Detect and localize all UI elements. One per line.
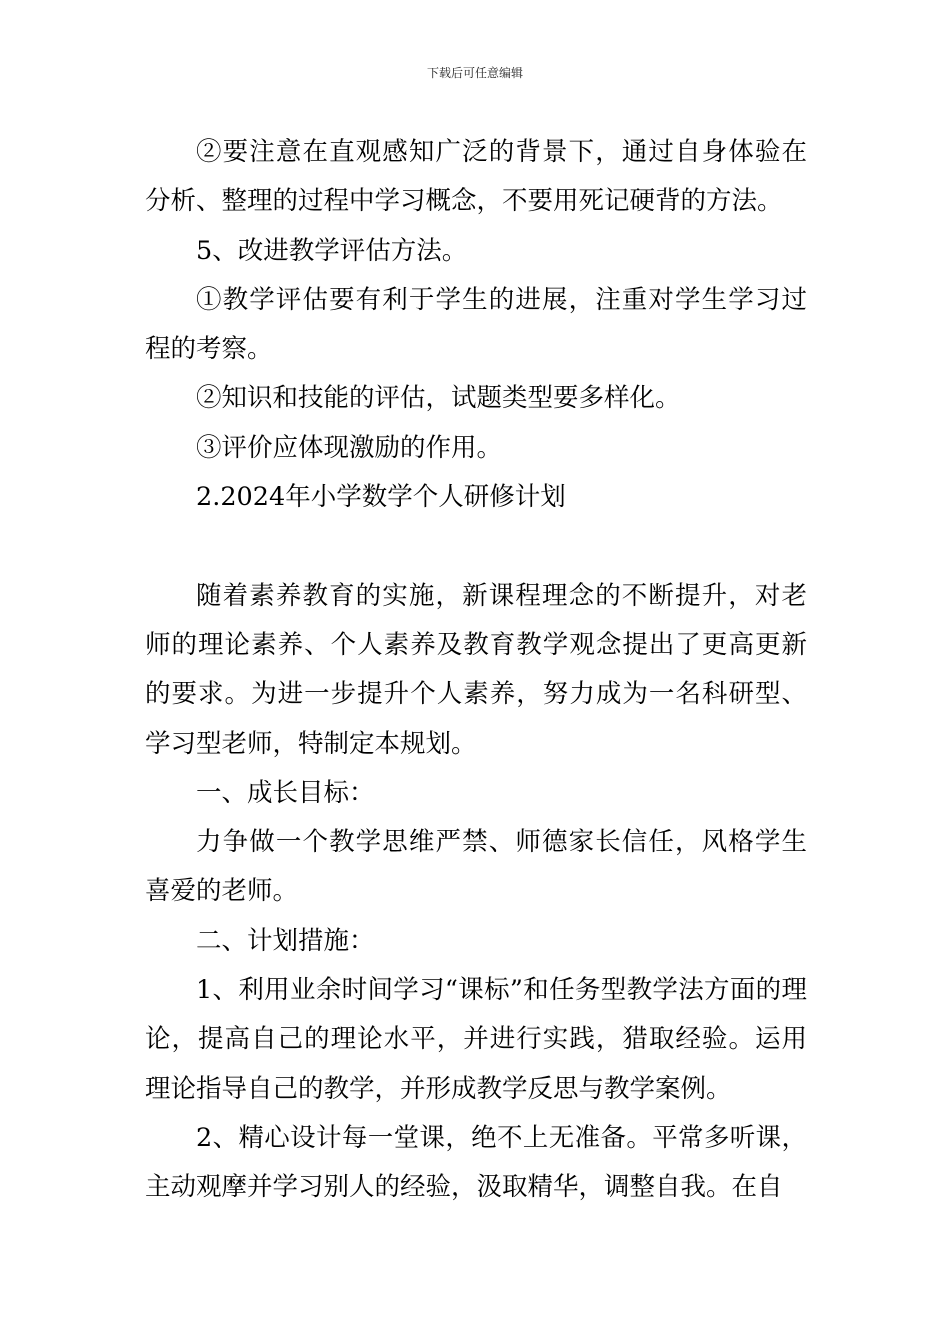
- paragraph-measure-2: 2、精心设计每一堂课，绝不上无准备。平常多听课，主动观摩并学习别人的经验，汲取精华，调整自我。在自: [145, 1122, 807, 1203]
- heading-growth-goal: 一、成长目标：: [196, 777, 375, 808]
- paragraph-measure-1: 1、利用业余时间学习“课标”和任务型教学法方面的理论，提高自己的理论水平，并进行实践，猎取经验。运用理论指导自己的教学，并形成教学反思与教学案例。: [145, 975, 807, 1104]
- document-body: [145, 128, 807, 1213]
- heading-plan-measures: 二、计划措施：: [196, 925, 375, 956]
- blank-line: [145, 522, 807, 571]
- paragraph-evaluation-item-2: ②知识和技能的评估，试题类型要多样化。: [196, 383, 681, 414]
- section-title-study-plan: 2.2024年小学数学个人研修计划: [196, 482, 566, 513]
- paragraph-evaluation-item-1: ①教学评估要有利于学生的进展，注重对学生学习过程的考察。: [145, 284, 807, 365]
- paragraph-heading-evaluation: 5、改进教学评估方法。: [196, 235, 468, 266]
- paragraph-growth-goal: 力争做一个教学思维严禁、师德家长信任，风格学生喜爱的老师。: [145, 827, 807, 907]
- paragraph-intro: 随着素养教育的实施，新课程理念的不断提升，对老师的理论素养、个人素养及教育教学观念提出了更高更新的要求。为进一步提升个人素养，努力成为一名科研型、学习型老师，特制定本规划。: [145, 580, 807, 759]
- paragraph-evaluation-item-3: ③评价应体现激励的作用。: [196, 432, 503, 463]
- page-header: 下载后可任意编辑: [426, 66, 523, 80]
- paragraph-observation-note: ②要注意在直观感知广泛的背景下，通过自身体验在分析、整理的过程中学习概念，不要用死记硬背的方法。: [145, 137, 807, 217]
